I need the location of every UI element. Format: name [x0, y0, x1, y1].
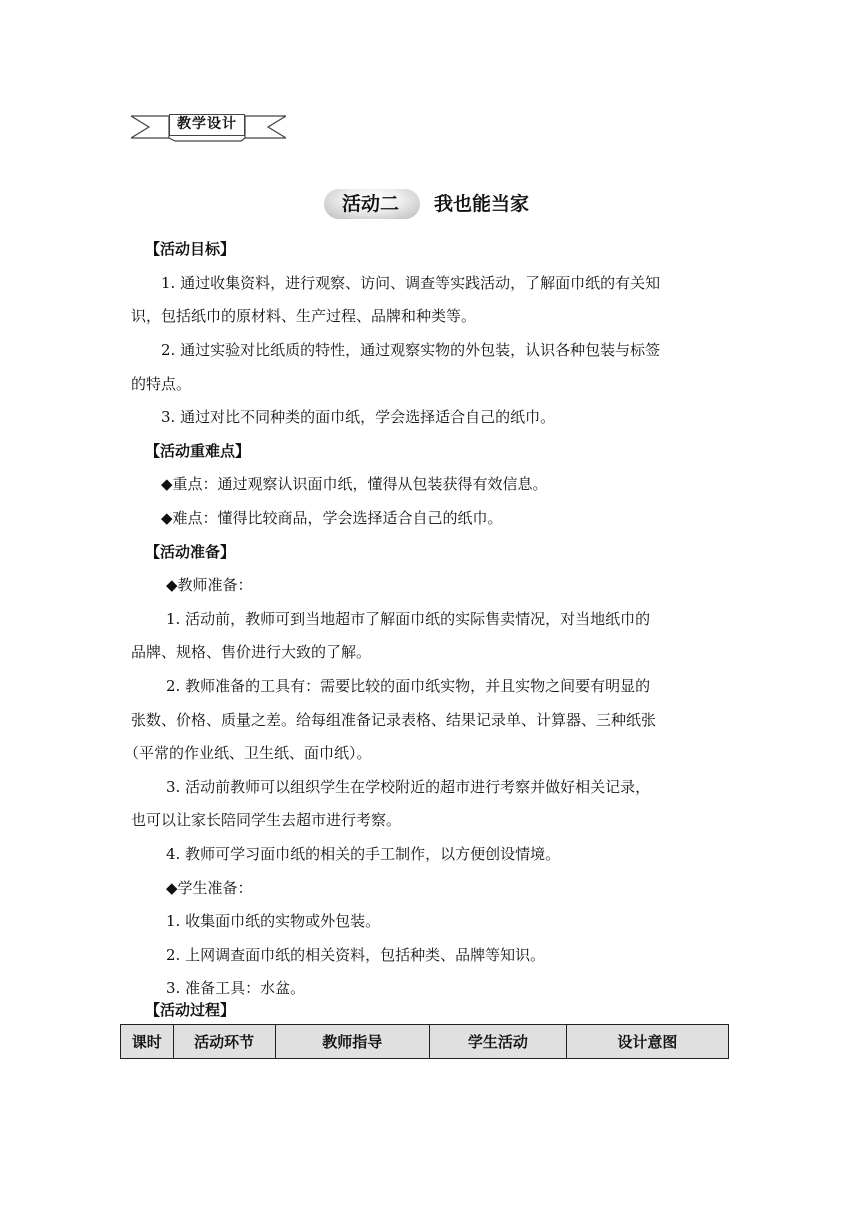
teacher-prep-2-line-2: 张数、价格、质量之差。给每组准备记录表格、结果记录单、计算器、三种纸张 [131, 711, 657, 729]
banner-label: 教学设计 [169, 114, 245, 136]
goal-3: 3. 通过对比不同种类的面巾纸，学会选择适合自己的纸巾。 [161, 408, 556, 426]
teacher-prep-3-line-1: 3. 活动前教师可以组织学生在学校附近的超市进行考察并做好相关记录， [166, 778, 651, 796]
goal-2-line-1: 2. 通过实验对比纸质的特性，通过观察实物的外包装，认识各种包装与标签 [161, 341, 661, 359]
goal-1-line-1: 1. 通过收集资料，进行观察、访问、调查等实践活动，了解面巾纸的有关知 [161, 274, 661, 292]
col-activity-step: 活动环节 [173, 1025, 275, 1059]
teacher-prep-1-line-1: 1. 活动前，教师可到当地超市了解面巾纸的实际售卖情况，对当地纸巾的 [166, 610, 651, 628]
title-activity-name: 我也能当家 [434, 193, 530, 215]
col-teacher-guidance: 教师指导 [275, 1025, 429, 1059]
key-point: ◆重点：通过观察认识面巾纸，懂得从包装获得有效信息。 [161, 475, 548, 493]
teacher-prep-1-line-2: 品牌、规格、售价进行大致的了解。 [131, 643, 372, 661]
teacher-prep-3-line-2: 也可以让家长陪同学生去超市进行考察。 [131, 811, 402, 829]
title-activity-number: 活动二 [342, 193, 400, 215]
heading-preparation: 【活动准备】 [145, 543, 236, 561]
col-student-activity: 学生活动 [430, 1025, 567, 1059]
col-lesson: 课时 [121, 1025, 174, 1059]
heading-key-points: 【活动重难点】 [145, 442, 251, 460]
page-title [324, 187, 564, 221]
teacher-prep-2-line-1: 2. 教师准备的工具有：需要比较的面巾纸实物，并且实物之间要有明显的 [166, 677, 651, 695]
student-prep-2: 2. 上网调查面巾纸的相关资料，包括种类、品牌等知识。 [166, 946, 546, 964]
teacher-prep-2-line-3: （平常的作业纸、卫生纸、面巾纸）。 [124, 744, 372, 762]
student-prep-3: 3. 准备工具：水盆。 [166, 979, 306, 997]
goal-2-line-2: 的特点。 [131, 375, 192, 393]
process-table [120, 1024, 729, 1059]
section-banner [131, 112, 286, 142]
teacher-prep-4: 4. 教师可学习面巾纸的相关的手工制作，以方便创设情境。 [166, 845, 561, 863]
heading-activity-goals: 【活动目标】 [145, 240, 236, 258]
col-design-intent: 设计意图 [566, 1025, 728, 1059]
teacher-prep-label: ◆教师准备： [166, 576, 253, 594]
heading-process: 【活动过程】 [145, 1001, 236, 1019]
student-prep-label: ◆学生准备： [166, 879, 253, 897]
student-prep-1: 1. 收集面巾纸的实物或外包装。 [166, 912, 381, 930]
table-header-row [121, 1025, 729, 1059]
goal-1-line-2: 识，包括纸巾的原材料、生产过程、品牌和种类等。 [131, 307, 477, 325]
difficult-point: ◆难点：懂得比较商品，学会选择适合自己的纸巾。 [161, 509, 503, 527]
